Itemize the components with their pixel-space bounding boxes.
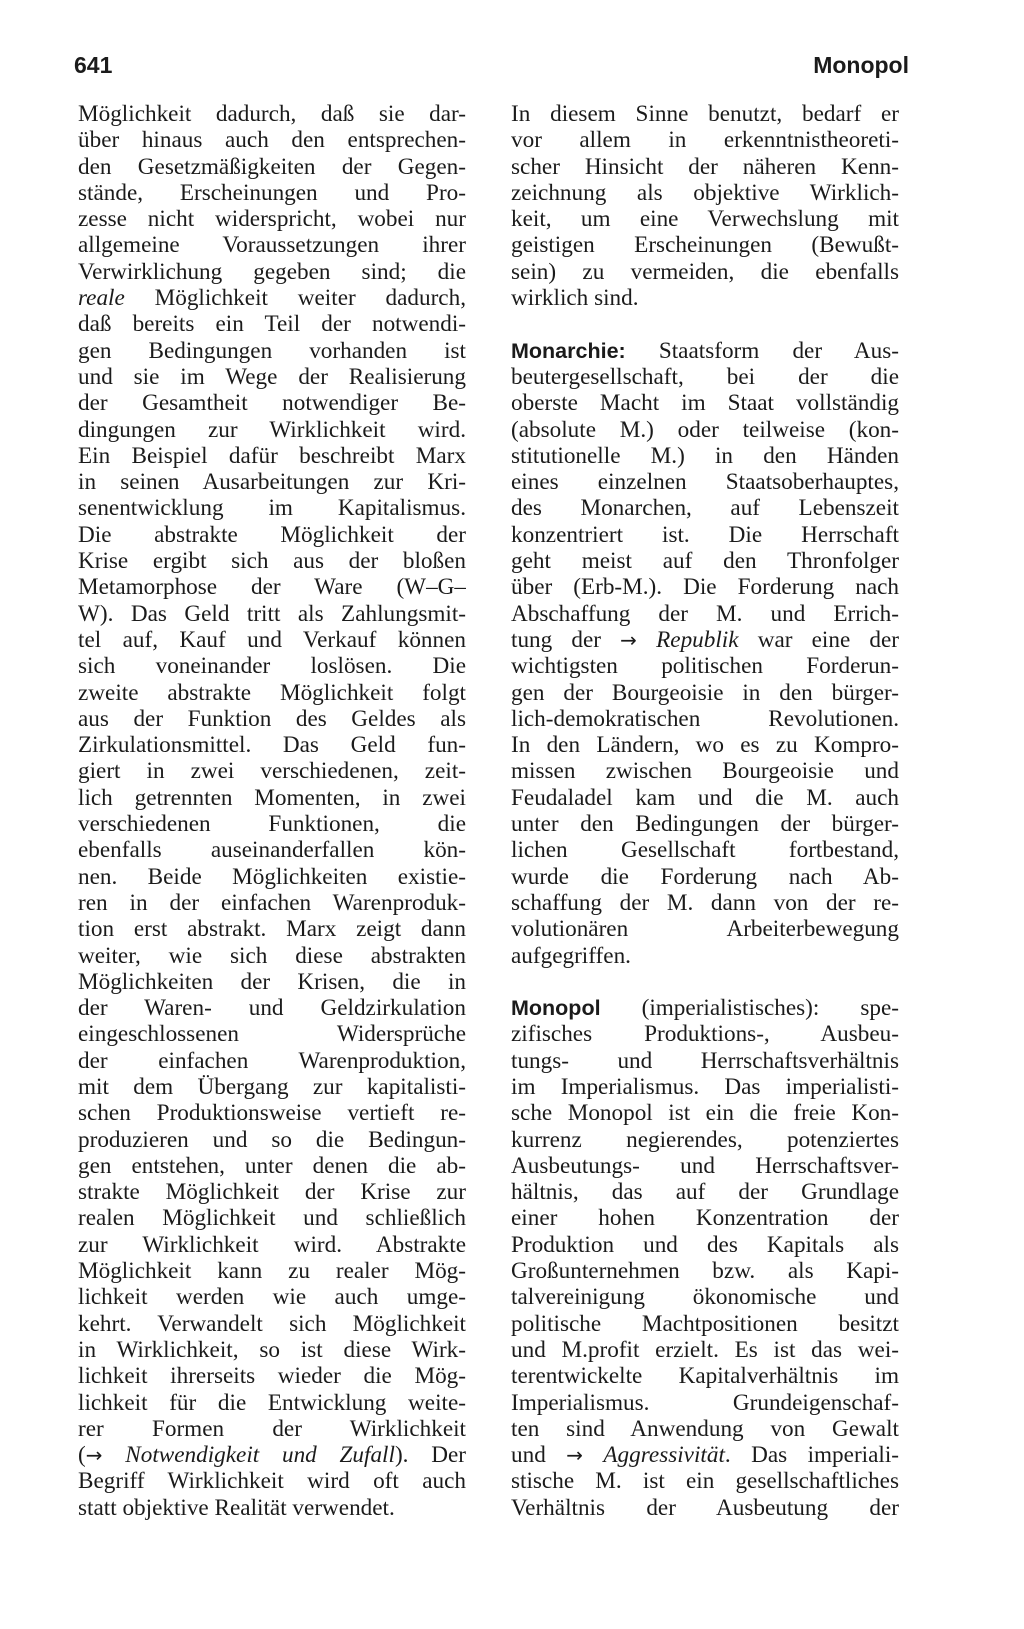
text-line: der Waren- und Geldzirkulation bbox=[78, 995, 466, 1022]
text-line: zifisches Produktions-, Ausbeu- bbox=[511, 1021, 899, 1048]
text-line: daß bereits ein Teil der notwendi- bbox=[78, 311, 466, 338]
text-line: Ein Beispiel dafür beschreibt Marx bbox=[78, 442, 466, 469]
text-line: ebenfalls auseinanderfallen kön- bbox=[78, 837, 466, 864]
text-line: schaffung der M. dann von der re- bbox=[511, 889, 899, 916]
text-line: der Gesamtheit notwendiger Be- bbox=[78, 390, 466, 417]
text-line: allgemeine Voraussetzungen ihrer bbox=[78, 232, 466, 259]
text-line: Imperialismus. Grundeigenschaf- bbox=[511, 1389, 899, 1416]
text-line-mixed bbox=[511, 1442, 899, 1468]
text-line: nen. Beide Möglichkeiten existie- bbox=[78, 863, 466, 890]
text-line: über hinaus auch den entsprechen- bbox=[78, 127, 466, 154]
text-line: In diesem Sinne benutzt, bedarf er bbox=[511, 101, 899, 127]
text-line: lichkeit für die Entwicklung weite- bbox=[78, 1389, 466, 1416]
text-line: produzieren und so die Bedingun- bbox=[78, 1126, 466, 1153]
text-line: dingungen zur Wirklichkeit wird. bbox=[78, 416, 466, 443]
text-line: kurrenz negierendes, potenziertes bbox=[511, 1126, 899, 1153]
left-column bbox=[78, 101, 466, 1521]
text-line: des Monarchen, auf Lebenszeit bbox=[511, 495, 899, 522]
text-line: In den Ländern, wo es zu Kompro- bbox=[511, 732, 899, 759]
cross-reference-arrow-icon: → bbox=[620, 627, 637, 652]
running-head: Monopol bbox=[813, 52, 909, 78]
text-line: der einfachen Warenproduktion, bbox=[78, 1047, 466, 1074]
text-line: Verhältnis der Ausbeutung der bbox=[511, 1494, 899, 1521]
text-line: giert in zwei verschiedenen, zeit- bbox=[78, 758, 466, 785]
lemma-monopol: Monopol bbox=[511, 996, 601, 1021]
lemma-monarchie: Monarchie: bbox=[511, 338, 626, 363]
text-line: senentwicklung im Kapitalismus. bbox=[78, 495, 466, 522]
text-line: (absolute M.) oder teilweise (kon- bbox=[511, 416, 899, 443]
text-line: keit, um eine Verwechslung mit bbox=[511, 206, 899, 233]
text-line: W). Das Geld tritt als Zahlungsmit- bbox=[78, 600, 466, 627]
text-line: eingeschlossenen Widersprüche bbox=[78, 1021, 466, 1048]
text-line: im Imperialismus. Das imperialisti- bbox=[511, 1073, 899, 1100]
text-line: konzentriert ist. Die Herrschaft bbox=[511, 521, 899, 548]
text-line: politische Machtpositionen besitzt bbox=[511, 1310, 899, 1337]
text-line: ten sind Anwendung von Gewalt bbox=[511, 1415, 899, 1442]
text-line: wurde die Forderung nach Ab- bbox=[511, 863, 899, 890]
text-line: lichen Gesellschaft fortbestand, bbox=[511, 837, 899, 864]
text-line: zur Wirklichkeit wird. Abstrakte bbox=[78, 1231, 466, 1258]
text-line: gen Bedingungen vorhanden ist bbox=[78, 337, 466, 364]
text-line: zeichnung als objektive Wirklich- bbox=[511, 179, 899, 206]
text-line: einer hohen Konzentration der bbox=[511, 1205, 899, 1232]
text-line: Metamorphose der Ware (W–G– bbox=[78, 574, 466, 601]
text-line: lichkeit werden wie auch umge- bbox=[78, 1284, 466, 1311]
text-line: oberste Macht im Staat vollständig bbox=[511, 390, 899, 417]
cross-reference-link[interactable]: Aggressivität bbox=[603, 1442, 725, 1469]
text-line: terentwickelte Kapitalverhältnis im bbox=[511, 1363, 899, 1390]
text-line: in seinen Ausarbeitungen zur Kri- bbox=[78, 469, 466, 496]
text-line-mixed bbox=[78, 285, 466, 311]
text-line: rer Formen der Wirklichkeit bbox=[78, 1415, 466, 1442]
paragraph-gap bbox=[511, 311, 899, 337]
text-line: Abschaffung der M. und Errich- bbox=[511, 600, 899, 627]
text-fragment: Möglichkeit weiter dadurch, bbox=[154, 285, 466, 312]
text-line: vor allem in erkenntnistheoreti- bbox=[511, 127, 899, 154]
text-line: lich getrennten Momenten, in zwei bbox=[78, 784, 466, 811]
text-line: geistigen Erscheinungen (Bewußt- bbox=[511, 232, 899, 259]
text-line: zweite abstrakte Möglichkeit folgt bbox=[78, 679, 466, 706]
text-line: wichtigsten politischen Forderun- bbox=[511, 653, 899, 680]
text-line: verschiedenen Funktionen, die bbox=[78, 811, 466, 838]
text-line: tion erst abstrakt. Marx zeigt dann bbox=[78, 916, 466, 943]
text-line: ren in der einfachen Warenproduk- bbox=[78, 889, 466, 916]
text-line: kehrt. Verwandelt sich Möglichkeit bbox=[78, 1310, 466, 1337]
cross-reference-link[interactable]: Notwendigkeit und Zufall bbox=[125, 1442, 395, 1469]
text-line: mit dem Übergang zur kapitalisti- bbox=[78, 1073, 466, 1100]
text-fragment: Staatsform der Aus- bbox=[658, 337, 899, 364]
page-number: 641 bbox=[74, 52, 113, 78]
text-line: in Wirklichkeit, so ist diese Wirk- bbox=[78, 1336, 466, 1363]
text-line: Großunternehmen bzw. als Kapi- bbox=[511, 1258, 899, 1285]
text-line: Verwirklichung gegeben sind; die bbox=[78, 258, 466, 285]
text-fragment: ). Der bbox=[394, 1442, 466, 1469]
text-line: Begriff Wirklichkeit wird oft auch bbox=[78, 1468, 466, 1495]
text-line: über (Erb-M.). Die Forderung nach bbox=[511, 574, 899, 601]
text-line: Krise ergibt sich aus der bloßen bbox=[78, 548, 466, 575]
text-line: Ausbeutungs- und Herrschaftsver- bbox=[511, 1152, 899, 1179]
text-line: weiter, wie sich diese abstrakten bbox=[78, 942, 466, 969]
text-line: aus der Funktion des Geldes als bbox=[78, 705, 466, 732]
page-header bbox=[74, 50, 909, 90]
text-line: und M.profit erzielt. Es ist das wei- bbox=[511, 1336, 899, 1363]
text-line: gen der Bourgeoisie in den bürger- bbox=[511, 679, 899, 706]
cross-reference-arrow-icon: → bbox=[85, 1443, 103, 1468]
text-line: realen Möglichkeit und schließlich bbox=[78, 1205, 466, 1232]
text-line: eines einzelnen Staatsoberhauptes, bbox=[511, 469, 899, 496]
text-line: missen zwischen Bourgeoisie und bbox=[511, 758, 899, 785]
text-line: sche Monopol ist ein die freie Kon- bbox=[511, 1100, 899, 1127]
text-line: hältnis, das auf der Grundlage bbox=[511, 1179, 899, 1206]
text-line: stitutionelle M.) in den Händen bbox=[511, 442, 899, 469]
text-fragment: und bbox=[511, 1442, 546, 1469]
text-line: sich voneinander loslösen. Die bbox=[78, 653, 466, 680]
text-line-mixed bbox=[511, 627, 899, 653]
text-line: tel auf, Kauf und Verkauf können bbox=[78, 626, 466, 653]
entry-headline-monopol bbox=[511, 995, 899, 1021]
cross-reference-link[interactable]: Republik bbox=[656, 626, 739, 653]
text-line: scher Hinsicht der näheren Kenn- bbox=[511, 153, 899, 180]
text-line: statt objektive Realität verwendet. bbox=[78, 1494, 395, 1521]
text-line: talvereinigung ökonomische und bbox=[511, 1284, 899, 1311]
text-fragment: war eine der bbox=[757, 626, 899, 653]
text-fragment: (imperialistisches): spe- bbox=[641, 995, 899, 1022]
text-line: sein) zu vermeiden, die ebenfalls bbox=[511, 258, 899, 285]
text-line: volutionären Arbeiterbewegung bbox=[511, 916, 899, 943]
text-fragment: . Das imperiali- bbox=[724, 1442, 899, 1469]
entry-headline-monarchie bbox=[511, 338, 899, 364]
text-line: Möglichkeit kann zu realer Mög- bbox=[78, 1258, 466, 1285]
cross-reference-arrow-icon: → bbox=[566, 1443, 583, 1468]
text-line: Zirkulationsmittel. Das Geld fun- bbox=[78, 732, 466, 759]
text-line: tungs- und Herrschaftsverhältnis bbox=[511, 1047, 899, 1074]
text-line: Möglichkeiten der Krisen, die in bbox=[78, 968, 466, 995]
text-line-mixed bbox=[78, 1442, 466, 1468]
text-line: den Gesetzmäßigkeiten der Gegen- bbox=[78, 153, 466, 180]
text-line: stische M. ist ein gesellschaftliches bbox=[511, 1468, 899, 1495]
text-line: schen Produktionsweise vertieft re- bbox=[78, 1100, 466, 1127]
text-line: zesse nicht widerspricht, wobei nur bbox=[78, 206, 466, 233]
text-line: Die abstrakte Möglichkeit der bbox=[78, 521, 466, 548]
text-line: strakte Möglichkeit der Krise zur bbox=[78, 1179, 466, 1206]
text-line: beutergesellschaft, bei der die bbox=[511, 363, 899, 390]
text-line: wirklich sind. bbox=[511, 285, 639, 312]
text-line: lichkeit ihrerseits wieder die Mög- bbox=[78, 1363, 466, 1390]
text-line: Möglichkeit dadurch, daß sie dar- bbox=[78, 101, 466, 127]
text-fragment: tung der bbox=[511, 626, 601, 653]
text-line: lich-demokratischen Revolutionen. bbox=[511, 705, 899, 732]
text-line: Produktion und des Kapitals als bbox=[511, 1231, 899, 1258]
italic-term: reale bbox=[78, 285, 125, 312]
open-paren: ( bbox=[78, 1442, 86, 1469]
right-column bbox=[511, 101, 899, 1521]
text-line: stände, Erscheinungen und Pro- bbox=[78, 179, 466, 206]
text-line: geht meist auf den Thronfolger bbox=[511, 548, 899, 575]
text-line: aufgegriffen. bbox=[511, 942, 631, 969]
text-line: und sie im Wege der Realisierung bbox=[78, 363, 466, 390]
text-line: Feudaladel kam und die M. auch bbox=[511, 784, 899, 811]
text-line: gen entstehen, unter denen die ab- bbox=[78, 1152, 466, 1179]
paragraph-gap bbox=[511, 969, 899, 995]
text-line: unter den Bedingungen der bürger- bbox=[511, 811, 899, 838]
